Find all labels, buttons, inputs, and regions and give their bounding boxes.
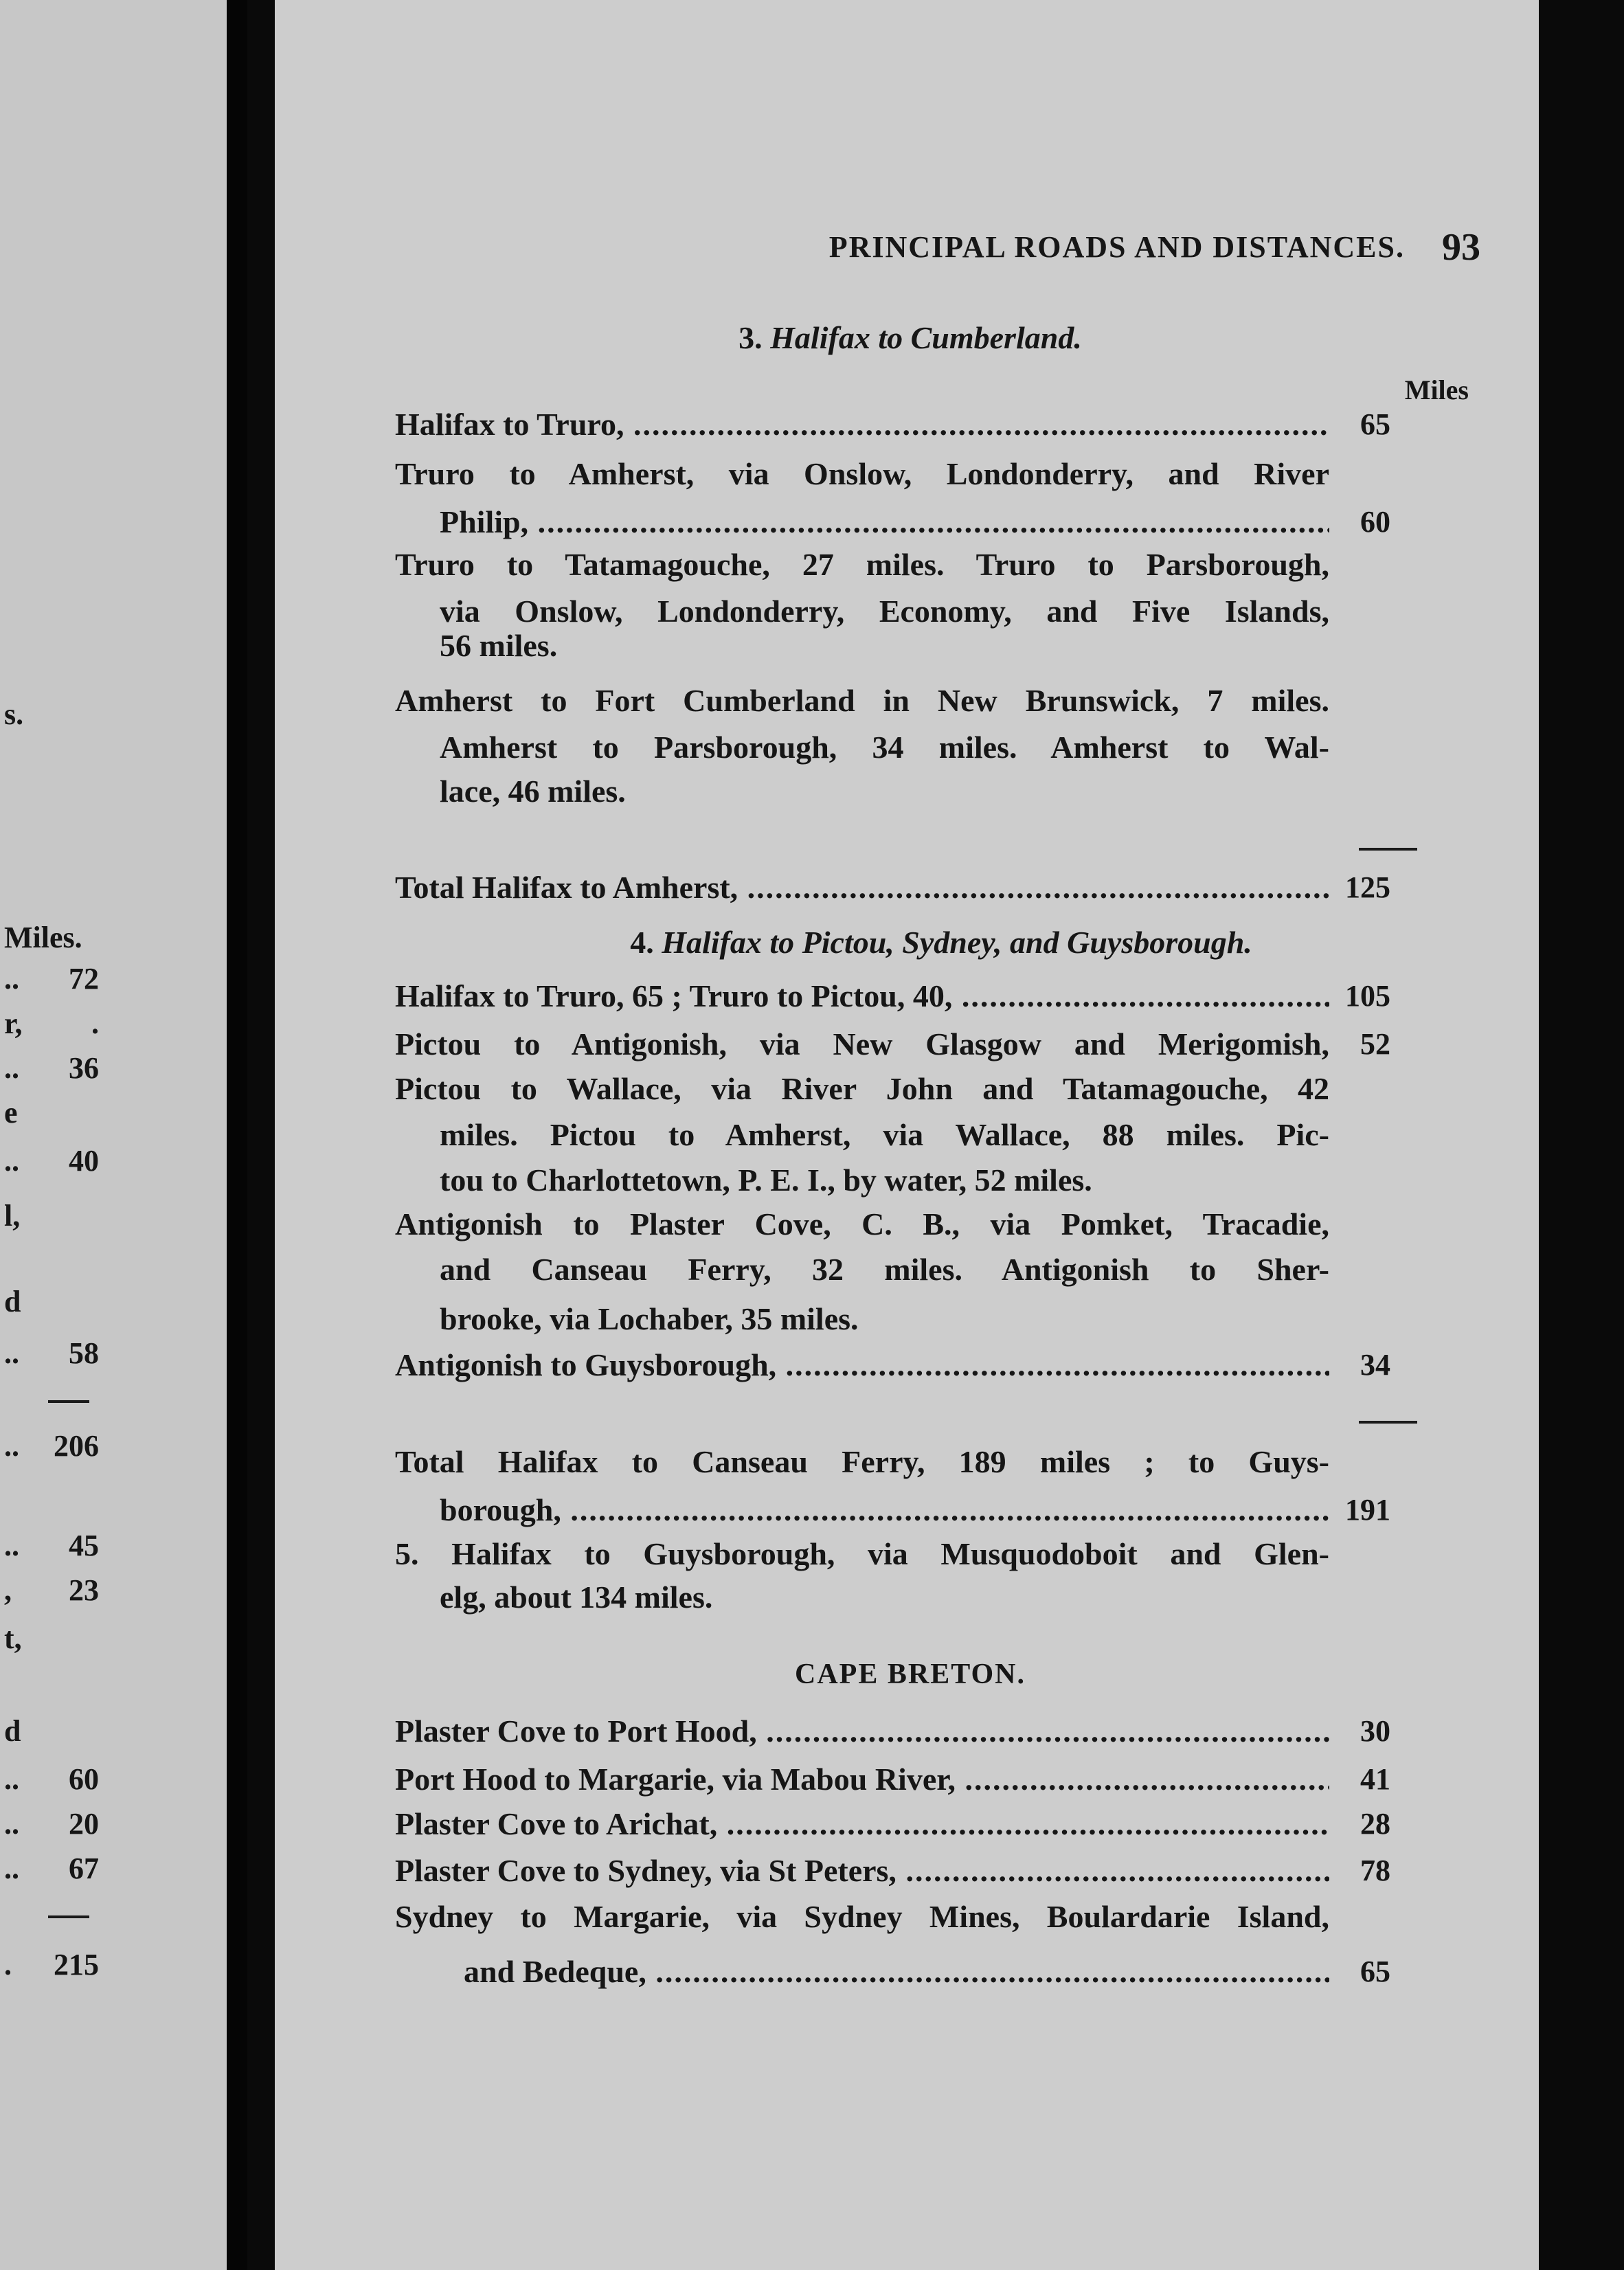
running-head: PRINCIPAL ROADS AND DISTANCES. [828, 230, 1405, 264]
page-number: 93 [1442, 226, 1480, 269]
left-line-value: . [91, 1007, 99, 1040]
route-miles: 34 [1360, 1348, 1390, 1382]
left-line-text: e [4, 1096, 18, 1130]
route-text: Amherst to Parsborough, 34 miles. Amherst to Wal- [440, 730, 1329, 765]
left-line-text: .. [4, 1336, 19, 1370]
left-line-text: d [4, 1285, 21, 1318]
route-miles: 125 [1345, 870, 1390, 904]
book-gutter [227, 0, 247, 2270]
route-text: elg, about 134 miles. [440, 1580, 713, 1615]
section-title: Halifax to Cumberland. [770, 320, 1082, 355]
left-page-miles-header [0, 917, 227, 958]
route-text: 56 miles. [440, 628, 558, 663]
route-text: Total Halifax to Amherst, ..... [395, 867, 1329, 908]
left-line-text: t, [4, 1621, 22, 1655]
total-rule [1359, 1421, 1417, 1424]
left-rule-line [48, 1915, 89, 1918]
left-line-value: 23 [69, 1573, 99, 1607]
route-miles: 60 [1360, 505, 1390, 539]
left-page-line [0, 1092, 227, 1134]
route-text: Antigonish to Guysborough, ..... [395, 1345, 1329, 1386]
left-page-line [0, 1570, 227, 1611]
miles-column-heading: Miles [1404, 374, 1469, 405]
route-line [440, 1114, 1624, 1156]
left-line-text: .. [4, 1762, 19, 1796]
section-5-line [440, 1577, 1624, 1618]
route-line [395, 680, 1590, 721]
left-page-line [0, 1618, 227, 1659]
left-line-text: . [4, 1948, 12, 1981]
route-line [395, 1711, 1590, 1752]
route-line [440, 1299, 1624, 1340]
route-total-line [395, 1441, 1590, 1483]
left-line-value: 67 [69, 1852, 99, 1885]
route-line [395, 1759, 1590, 1800]
route-text: miles. Pictou to Amherst, via Wallace, 88 miles. Pic- [440, 1117, 1329, 1152]
route-text: Halifax to Truro, 65 ; Truro to Pictou, 40, ..... [395, 976, 1329, 1017]
route-miles: 52 [1360, 1027, 1390, 1061]
left-page-rule [0, 1896, 227, 1937]
route-text: Pictou to Wallace, via River John and Tatamagouche, 42 [395, 1071, 1329, 1106]
left-line-text: .. [4, 1051, 19, 1085]
section-4-heading [426, 922, 1456, 963]
left-page-line [0, 1281, 227, 1323]
route-total-line [395, 867, 1590, 908]
route-text: Plaster Cove to Sydney, via St Peters, ..... [395, 1850, 1329, 1891]
route-line [440, 1249, 1624, 1290]
left-line-value: 72 [69, 962, 99, 996]
section-number: 4. [630, 925, 654, 960]
route-text: Truro to Amherst, via Onslow, Londonderry, and River [395, 456, 1329, 491]
route-miles: 28 [1360, 1807, 1390, 1841]
route-total-line [440, 1490, 1624, 1531]
route-text: Plaster Cove to Port Hood, ..... [395, 1711, 1329, 1752]
route-text: Philip, ..... [440, 502, 1329, 543]
left-miles-header: Miles. [4, 921, 82, 954]
left-line-value: 45 [69, 1529, 99, 1562]
section-3-heading [395, 317, 1425, 359]
cape-breton-heading: CAPE BRETON. [795, 1659, 1026, 1690]
route-text: Sydney to Margarie, via Sydney Mines, Boulardarie Island, [395, 1899, 1329, 1934]
route-text: borough, ..... [440, 1490, 1329, 1531]
route-miles: 41 [1360, 1762, 1390, 1796]
left-line-text: .. [4, 1852, 19, 1885]
route-line [395, 544, 1590, 585]
route-miles: 105 [1345, 979, 1390, 1013]
left-line-text: .. [4, 962, 19, 996]
previous-page-edge [0, 0, 227, 2270]
route-line [440, 727, 1624, 768]
left-page-rule [0, 1381, 227, 1422]
route-line [395, 1850, 1590, 1891]
section-5-line [395, 1533, 1590, 1575]
left-line-text: l, [4, 1199, 21, 1233]
left-page-line [0, 1759, 227, 1800]
route-text: and Bedeque, ..... [464, 1951, 1329, 1992]
route-miles: 65 [1360, 1955, 1390, 1988]
route-text: Pictou to Antigonish, via New Glasgow and Merigomish, [395, 1026, 1329, 1061]
left-page-line [0, 1140, 227, 1182]
left-fragment-text: s. [4, 697, 24, 731]
left-page-line [0, 1195, 227, 1237]
route-text: brooke, via Lochaber, 35 miles. [440, 1301, 859, 1336]
left-page-line [0, 1944, 227, 1986]
left-line-value: 215 [54, 1948, 99, 1981]
total-rule [1359, 848, 1417, 851]
route-text: Antigonish to Plaster Cove, C. B., via Pomket, Tracadie, [395, 1206, 1329, 1241]
route-miles: 191 [1345, 1493, 1390, 1527]
route-text: 5. Halifax to Guysborough, via Musquodoboit and Glen- [395, 1536, 1329, 1571]
route-text: Amherst to Fort Cumberland in New Brunswick, 7 miles. [395, 683, 1329, 718]
left-line-text: .. [4, 1529, 19, 1562]
left-page-line [0, 1003, 227, 1044]
left-page-line [0, 1803, 227, 1845]
route-line [395, 1024, 1590, 1065]
left-line-value: 206 [54, 1429, 99, 1463]
left-page-fragment [0, 694, 227, 735]
section-number: 3. [738, 320, 763, 355]
left-line-text: .. [4, 1144, 19, 1178]
left-line-text: .. [4, 1807, 19, 1841]
route-text: lace, 46 miles. [440, 774, 626, 809]
route-text: Total Halifax to Canseau Ferry, 189 miles ; to Guys- [395, 1444, 1329, 1479]
left-page-line [0, 1711, 227, 1752]
left-line-value: 60 [69, 1762, 99, 1796]
left-line-value: 20 [69, 1807, 99, 1841]
route-text: Plaster Cove to Arichat, ..... [395, 1803, 1329, 1845]
route-line [395, 453, 1590, 495]
left-page-line [0, 958, 227, 1000]
route-text: Halifax to Truro, ..... [395, 404, 1329, 445]
route-miles: 65 [1360, 407, 1390, 441]
page-93 [275, 0, 1539, 2270]
left-line-value: 58 [69, 1336, 99, 1370]
route-line [440, 625, 1624, 666]
left-page-line [0, 1525, 227, 1566]
route-line [395, 404, 1590, 445]
route-line [440, 1160, 1624, 1201]
route-text: via Onslow, Londonderry, Economy, and Five Islands, [440, 594, 1329, 629]
route-miles: 78 [1360, 1854, 1390, 1887]
left-page-line [0, 1848, 227, 1889]
route-line [395, 1896, 1590, 1937]
section-title: Halifax to Pictou, Sydney, and Guysborough. [662, 925, 1252, 960]
left-line-value: 36 [69, 1051, 99, 1085]
route-line [395, 1345, 1590, 1386]
route-text: Truro to Tatamagouche, 27 miles. Truro to Parsborough, [395, 547, 1329, 582]
route-line [440, 771, 1624, 812]
route-line [464, 1951, 1624, 1992]
left-line-text: d [4, 1714, 21, 1748]
route-line [395, 976, 1590, 1017]
route-line [440, 502, 1624, 543]
left-page-line [0, 1333, 227, 1374]
left-page-line [0, 1048, 227, 1089]
left-line-value: 40 [69, 1144, 99, 1178]
route-line [395, 1204, 1590, 1245]
route-text: Port Hood to Margarie, via Mabou River, ..... [395, 1759, 1329, 1800]
left-rule-line [48, 1400, 89, 1403]
left-page-line [0, 1426, 227, 1467]
left-line-text: , [4, 1573, 12, 1607]
route-text: tou to Charlottetown, P. E. I., by water, 52 miles. [440, 1162, 1092, 1198]
route-miles: 30 [1360, 1714, 1390, 1748]
left-line-text: r, [4, 1007, 23, 1040]
route-line [395, 1068, 1590, 1110]
route-line [395, 1803, 1590, 1845]
left-line-text: .. [4, 1429, 19, 1463]
route-text: and Canseau Ferry, 32 miles. Antigonish to Sher- [440, 1252, 1329, 1287]
